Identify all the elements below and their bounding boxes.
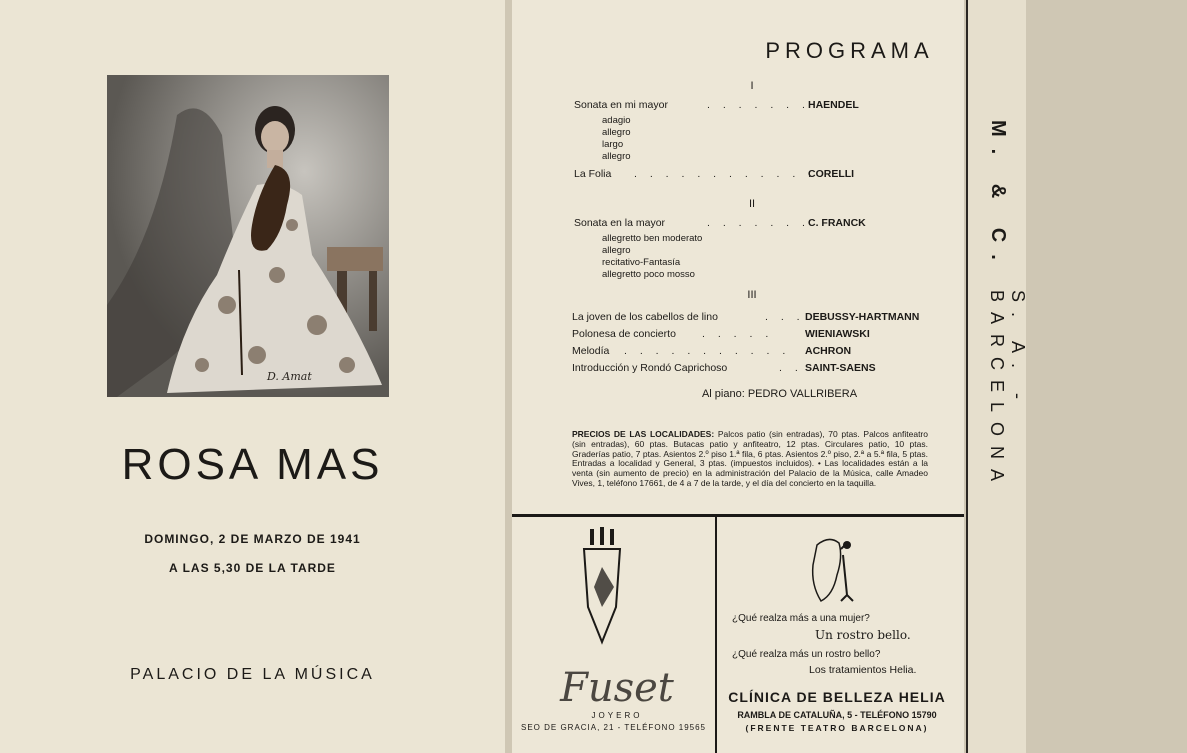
work-title: La joven de los cabellos de lino (572, 311, 718, 323)
prices-label: PRECIOS DE LAS LOCALIDADES: (572, 429, 715, 439)
movement: allegro (602, 245, 631, 256)
artist-name: ROSA MAS (121, 440, 384, 489)
program-item (572, 343, 962, 360)
movement: recitativo-Fantasía (602, 257, 681, 268)
helia-answer-2: Los tratamientos Helia. (809, 664, 917, 676)
pianist-credit: Al piano: PEDRO VALLRIBERA (701, 388, 858, 400)
prices-text: Palcos patio (sin entradas), 70 ptas. Palcos anfiteatro (sin entradas), 60 ptas. Butacas patio y anfiteatro, 12 ptas. Circulares patio, 10 ptas. Graderías patio, 7 ptas. Asientos 2.º piso 1.ª fila, 6 ptas. Asientos 2.º piso, 2.ª a 5.ª fila, 5 ptas. Entradas a localidad y General, 3 ptas. (impuestos incluidos). • Las localidades están a la venta (sin aumento de precio) en la administración del Palacio de la Música, calle Amadeo Vives, 1, teléfono 17661, de 4 a 7 de la tarde, y el día del concierto en la taquilla. (572, 429, 928, 488)
composer: C. FRANCK (808, 217, 866, 229)
work-title: Melodía (572, 345, 610, 357)
composer: ACHRON (805, 345, 852, 357)
publisher-line-2-wrap (986, 290, 1028, 620)
composer: HAENDEL (808, 99, 859, 111)
publisher-line-1-wrap (986, 120, 1016, 290)
program-item (572, 326, 962, 343)
movement: allegretto ben moderato (602, 233, 703, 244)
fuset-brand: Fuset (560, 665, 674, 711)
fuset-subtitle: JOYERO (591, 711, 643, 720)
composer: SAINT-SAENS (805, 362, 876, 374)
concert-venue: PALACIO DE LA MÚSICA (130, 666, 375, 683)
leader-dots: . . . . . . . . . . . (624, 345, 791, 357)
leader-dots: . . . (765, 311, 805, 323)
work-title: Sonata en mi mayor (574, 99, 668, 111)
program-item (574, 99, 974, 169)
publisher-strip (966, 0, 1026, 753)
leader-dots: . . . . . . . (707, 217, 810, 229)
part-numeral: II (748, 198, 756, 210)
helia-answer-1: Un rostro bello. (815, 628, 911, 642)
composer: CORELLI (808, 168, 855, 180)
ad-helia (717, 517, 964, 753)
work-title: Introducción y Rondó Caprichoso (572, 362, 728, 374)
publisher-line-1: M. & C. (987, 120, 1009, 272)
program-item (574, 168, 974, 184)
program-list (572, 309, 962, 377)
work-title: La Folia (574, 168, 612, 180)
leader-dots: . . . . . . . (707, 99, 810, 111)
publisher-text (970, 120, 1026, 720)
leader-dots: . . . . . (702, 328, 774, 340)
profile-figure-icon (807, 535, 857, 605)
work-title: Sonata en la mayor (574, 217, 666, 229)
fuset-address: SEO DE GRACIA, 21 - TELÉFONO 19565 (520, 723, 707, 732)
concert-date: DOMINGO, 2 DE MARZO DE 1941 (144, 532, 361, 546)
violinist-portrait (107, 75, 389, 397)
program-title: PROGRAMA (765, 38, 934, 63)
program-page (512, 0, 964, 753)
concert-time: A LAS 5,30 DE LA TARDE (169, 561, 336, 575)
publisher-line-2: S. A. - BARCELONA (987, 290, 1028, 492)
svg-text:D. Amat: D. Amat (267, 370, 312, 383)
helia-question-1: ¿Qué realza más a una mujer? (732, 613, 870, 624)
artist-photo (107, 75, 389, 397)
work-title: Polonesa de concierto (572, 328, 676, 340)
composer: DEBUSSY-HARTMANN (805, 311, 920, 323)
jewel-icon (572, 527, 632, 647)
movement: allegretto poco mosso (602, 269, 695, 280)
ad-fuset (512, 517, 715, 753)
part-numeral: I (750, 80, 754, 92)
ticket-prices (572, 430, 928, 489)
clinic-address: RAMBLA DE CATALUÑA, 5 - TELÉFONO 15790 (737, 710, 937, 720)
leader-dots: . . (779, 362, 803, 374)
composer: WIENIAWSKI (805, 328, 870, 340)
program-item (572, 309, 962, 326)
leader-dots: . . . . . . . . . . . . (634, 168, 817, 180)
part-numeral: III (747, 289, 757, 301)
clinic-name: CLÍNICA DE BELLEZA HELIA (728, 689, 946, 705)
program-item (574, 217, 974, 287)
movement: adagio (602, 115, 631, 126)
clinic-landmark: (FRENTE TEATRO BARCELONA) (745, 723, 929, 733)
movement: largo (602, 139, 624, 150)
helia-question-2: ¿Qué realza más un rostro bello? (732, 649, 881, 660)
movement: allegro (602, 127, 631, 138)
program-item (572, 360, 962, 377)
movement: allegro (602, 151, 631, 162)
cover-page (0, 0, 505, 753)
